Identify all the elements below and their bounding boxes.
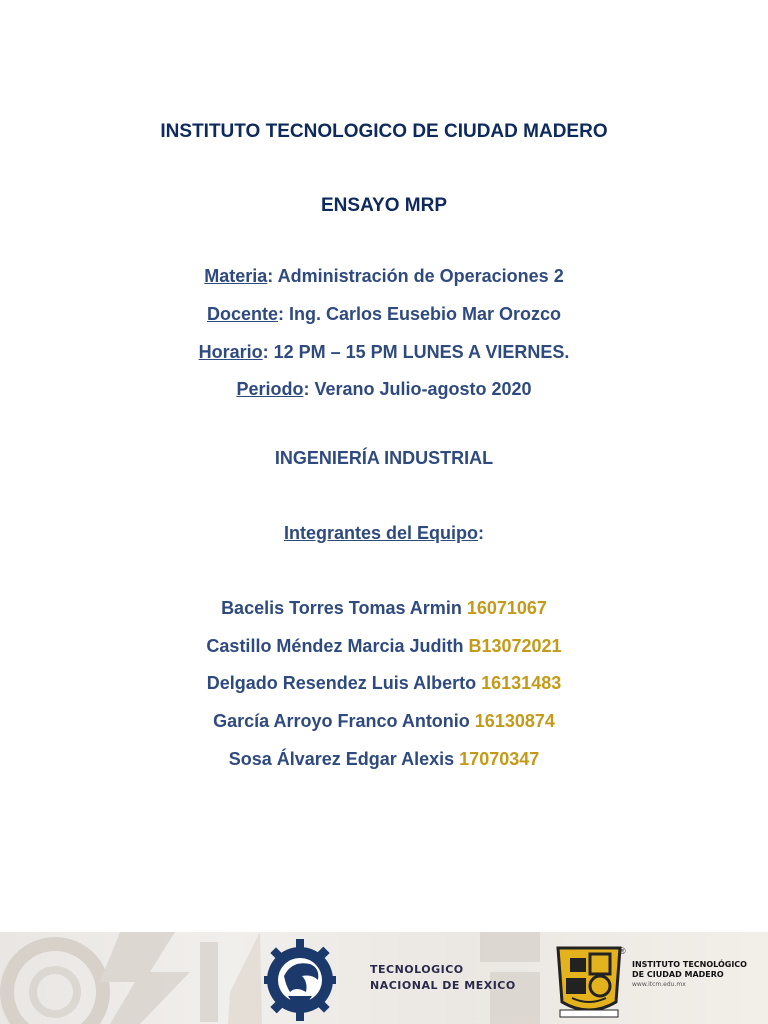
horario-label: Horario: [198, 342, 263, 362]
member-name: García Arroyo Franco Antonio: [213, 711, 475, 731]
member-name: Bacelis Torres Tomas Armin: [221, 598, 467, 618]
team-heading-label: Integrantes del Equipo: [283, 523, 479, 543]
team-member: [0, 711, 768, 732]
footer-banner: [0, 932, 768, 1024]
periodo-value: : Verano Julio-agosto 2020: [303, 379, 532, 399]
itcm-website: www.itcm.edu.mx: [632, 981, 686, 988]
tecnm-wordmark: [370, 962, 516, 994]
tecnm-line2: NACIONAL DE MEXICO: [370, 979, 516, 992]
horario-line: [0, 342, 768, 363]
itcm-wordmark: [632, 960, 747, 990]
member-id: B13072021: [468, 636, 562, 656]
member-id: 17070347: [459, 749, 540, 769]
team-heading-suffix: :: [478, 523, 485, 543]
itcm-crest-icon: [552, 942, 626, 1020]
team-member: [0, 749, 768, 770]
docente-label: Docente: [206, 304, 278, 324]
team-heading: [0, 523, 768, 544]
member-name: Castillo Méndez Marcia Judith: [206, 636, 469, 656]
member-name: Sosa Álvarez Edgar Alexis: [228, 749, 460, 769]
periodo-label: Periodo: [236, 379, 304, 399]
materia-value: : Administración de Operaciones 2: [267, 266, 564, 286]
docente-value: : Ing. Carlos Eusebio Mar Orozco: [277, 304, 562, 324]
member-id: 16130874: [474, 711, 555, 731]
member-id: 16131483: [481, 673, 562, 693]
member-name: Delgado Resendez Luis Alberto: [206, 673, 482, 693]
registered-mark: ®: [619, 946, 626, 956]
materia-label: Materia: [204, 266, 268, 286]
tecnm-logo-icon: [262, 936, 338, 1024]
team-member: [0, 636, 768, 657]
materia-line: [0, 266, 768, 287]
institution-title: INSTITUTO TECNOLOGICO DE CIUDAD MADERO: [160, 121, 608, 142]
document-title: ENSAYO MRP: [321, 195, 447, 216]
member-id: 16071067: [466, 598, 547, 618]
itcm-line1: INSTITUTO TECNOLÓGICO: [632, 960, 747, 969]
itcm-line2: DE CIUDAD MADERO: [632, 970, 724, 979]
career-title: INGENIERÍA INDUSTRIAL: [274, 448, 494, 468]
horario-value: : 12 PM – 15 PM LUNES A VIERNES.: [262, 342, 570, 362]
docente-line: [0, 304, 768, 325]
periodo-line: [0, 379, 768, 400]
team-member: [0, 673, 768, 694]
team-member: [0, 598, 768, 619]
tecnm-line1: TECNOLOGICO: [370, 963, 464, 976]
